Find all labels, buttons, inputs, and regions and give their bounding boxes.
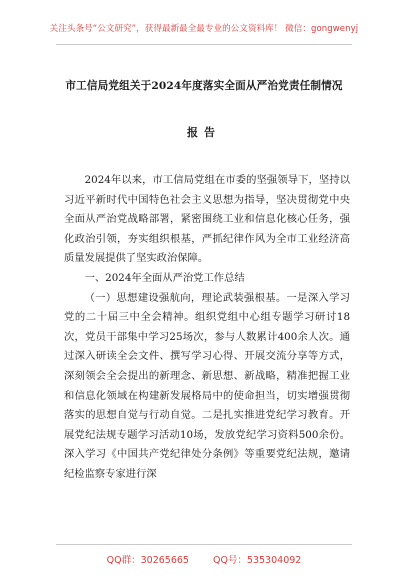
section-paragraph: （一）思想建设强航向，理论武装强根基。一是深入学习党的二十届三中全会精神。组织党组中心组专题学习研讨18次，党员干部集中学习25场次，参与人数累计400余人次。通过深入研读全会文件、撰写学习心得、开展交流分享等方式，深刻领会全会提出的新理念、新思想、新战略，精准把握工业和信息化领域在构建新发展格局中的使命担当，切实增强贯彻落实的思想自觉与行动自觉。二是扎实推进党纪学习教育。开展党纪法规专题学习活动10场，发放党纪学习资料500余份。深入学习《中国共产党纪律处分条例》等重要党纪法规，邀请纪检监察专家进行深 bbox=[64, 291, 350, 480]
header-banner: 关注头条号“公文研究”，获得最新最全最专业的公文资料库！ 微信：gongwenyj bbox=[49, 24, 359, 34]
document-title-line2: 报告 bbox=[187, 126, 221, 139]
footer bbox=[0, 552, 408, 566]
section-heading: 一、2024年全面从严治党工作总结 bbox=[84, 271, 245, 284]
intro-paragraph: 2024年以来，市工信局党组在市委的坚强领导下，坚持以习近平新时代中国特色社会主义思想为指导，坚决贯彻党中央全面从严治党战略部署，紧密围绕工业和信息化核心任务，强化政治引领，夯实组织根基，严抓纪律作风为全市工业经济高质量发展提供了坚实政治保障。 bbox=[64, 174, 350, 265]
footer-qq-group: QQ群：30265665 bbox=[106, 555, 189, 566]
footer-divider bbox=[56, 544, 352, 545]
header-divider bbox=[56, 44, 352, 45]
footer-qq-number: QQ号：535304092 bbox=[212, 555, 302, 566]
document-title: 市工信局党组关于2024年度落实全面从严治党责任制情况 bbox=[65, 80, 343, 92]
document-body bbox=[64, 171, 350, 485]
